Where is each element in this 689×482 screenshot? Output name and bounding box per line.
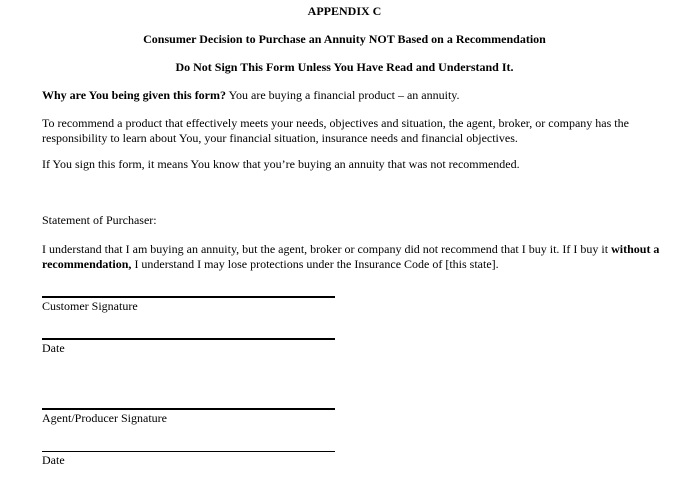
customer-date-line[interactable]: [42, 338, 335, 340]
statement-text-start: I understand that I am buying an annuity, but the agent, broker or company did not recommend that I buy it. If I buy it: [42, 242, 612, 256]
why-answer: You are buying a financial product – an annuity.: [226, 88, 460, 102]
sign-paragraph: If You sign this form, it means You know that you’re buying an annuity that was not recommended.: [42, 157, 520, 171]
agent-signature-label: Agent/Producer Signature: [42, 411, 167, 425]
form-warning: Do Not Sign This Form Unless You Have Read and Understand It.: [175, 60, 514, 74]
statement-text-bold: without a recommendation,: [42, 242, 660, 271]
appendix-heading: APPENDIX C: [307, 4, 382, 18]
agent-date-label: Date: [42, 453, 65, 467]
statement-text-end: I understand I may lose protections under the Insurance Code of [this state].: [131, 257, 499, 271]
agent-signature-line[interactable]: [42, 408, 335, 410]
customer-signature-label: Customer Signature: [42, 299, 138, 313]
customer-date-label: Date: [42, 341, 65, 355]
statement-heading: Statement of Purchaser:: [42, 213, 157, 227]
recommend-paragraph: To recommend a product that effectively meets your needs, objectives and situation, the agent, broker, or company has the responsibility to learn about You, your financial situation, insurance needs and financial objectives.: [42, 116, 629, 145]
form-title: Consumer Decision to Purchase an Annuity NOT Based on a Recommendation: [143, 32, 546, 46]
why-question: Why are You being given this form?: [42, 88, 227, 102]
agent-date-line[interactable]: [42, 451, 335, 452]
why-paragraph: [42, 88, 662, 103]
customer-signature-line[interactable]: [42, 296, 335, 298]
statement-paragraph: [42, 242, 662, 272]
